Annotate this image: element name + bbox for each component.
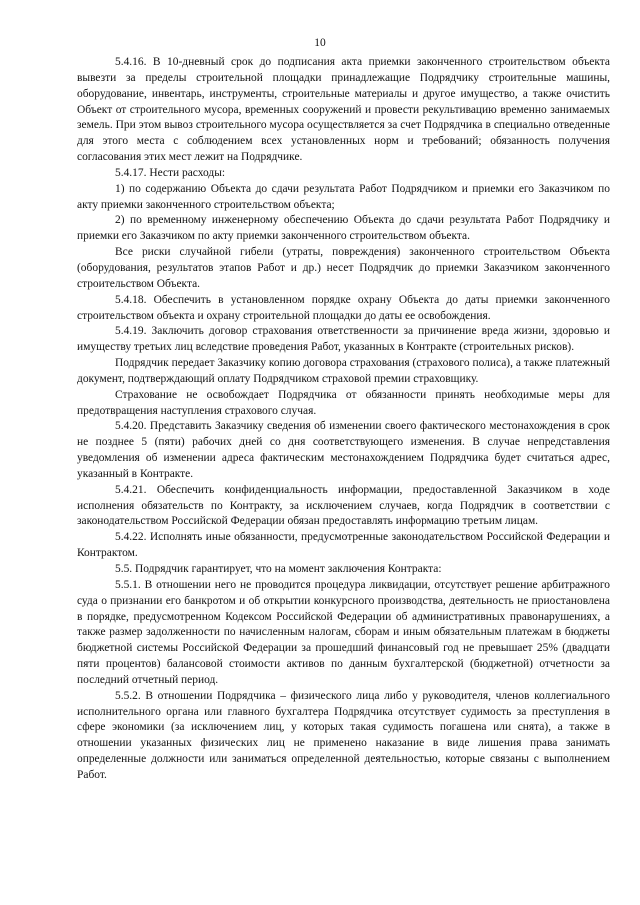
page-number: 10	[314, 37, 326, 49]
paragraph-5-5: 5.5. Подрядчик гарантирует, что на момент заключения Контракта:	[115, 563, 442, 575]
document-body	[77, 55, 610, 784]
paragraph-5-4-22: 5.4.22. Исполнять иные обязанности, предусмотренные законодательством Российской Федерации и Контрактом.	[77, 531, 610, 560]
paragraph-5-4-17: 5.4.17. Нести расходы:	[115, 166, 226, 179]
paragraph-insurance-copy: Подрядчик передает Заказчику копию договора страхования (страхового полиса), а также платежный документ, подтверждающий оплату Подрядчиком страховой премии страховщику.	[77, 357, 610, 385]
paragraph-5-5-1: 5.5.1. В отношении него не проводится процедура ликвидации, отсутствует решение арбитражного суда о признании его банкротом и об открытии конкурсного производства, деятельность не приостановлена в порядке, предусмотренном Кодексом Российской Федерации об административных правонарушениях, а также размер задолженности по начисленным налогам, сборам и иным обязательным платежам в бюджеты бюджетной системы Российской Федерации за прошедший финансовый год не превышает 25% (двадцати пяти процентов) балансовой стоимости активов по данным бухгалтерской (бюджетной) отчетности за последний отчетный период.	[77, 578, 610, 686]
paragraph-risks: Все риски случайной гибели (утраты, повреждения) законченного строительством Объекта (оборудования, результатов этапов Работ и др.) несет Подрядчик до приемки Заказчиком законченного строительством Объекта.	[77, 246, 610, 290]
paragraph-5-4-16: 5.4.16. В 10-дневный срок до подписания акта приемки законченного строительством объекта вывезти за пределы строительной площадки принадлежащие Подрядчику строительные машины, оборудование, инвентарь, инструменты, строительные материалы и другое имущество, а также очистить Объект от строительного мусора, временных сооружений и провести рекультивацию временно занимаемых земель. При этом вывоз строительного мусора осуществляется за счет Подрядчика в специально отведенные для этого места с соблюдением всех установленных норм и требований; обязанность получения согласования этих мест лежит на Подрядчике.	[77, 56, 610, 164]
paragraph-5-4-17-item-2: 2) по временному инженерному обеспечению Объекта до сдачи результата Работ Подрядчику и приемки его Заказчиком по акту приемки законченного строительством объекта.	[77, 214, 610, 243]
paragraph-5-4-20: 5.4.20. Представить Заказчику сведения об изменении своего фактического местонахождения в срок не позднее 5 (пяти) рабочих дней со дня соответствующего изменения. В случае непредставления уведомления об изменении адреса фактическим местонахождением Подрядчика будет считаться адрес, указанный в Контракте.	[77, 420, 610, 480]
paragraph-5-4-18: 5.4.18. Обеспечить в установленном порядке охрану Объекта до даты приемки законченного строительством объекта и охрану строительной площадки до даты ее освобождения.	[77, 293, 610, 322]
paragraph-5-4-19: 5.4.19. Заключить договор страхования ответственности за причинение вреда жизни, здоровью и имуществу третьих лиц вследствие проведения Работ, указанных в Контракте (строительных рисков).	[77, 325, 610, 354]
paragraph-5-4-21: 5.4.21. Обеспечить конфиденциальность информации, предоставленной Заказчиком в ходе исполнения обязательств по Контракту, за исключением случаев, когда Подрядчик в соответствии с законодательством Российской Федерации обязан предоставлять информацию третьим лицам.	[77, 483, 610, 528]
paragraph-5-4-17-item-1: 1) по содержанию Объекта до сдачи результата Работ Подрядчиком и приемки его Заказчиком по акту приемки законченного строительством объекта;	[77, 182, 610, 211]
paragraph-5-5-2: 5.5.2. В отношении Подрядчика – физического лица либо у руководителя, членов коллегиального исполнительного органа или главного бухгалтера Подрядчика отсутствует судимость за преступления в сфере экономики (за исключением лиц, у которых такая судимость погашена или снята), а также в отношении указанных физических лиц не применено наказание в виде лишения права занимать определенные должности или заниматься определенной деятельностью, которые связаны с выполнением Работ.	[77, 689, 610, 781]
paragraph-insurance-obligation: Страхование не освобождает Подрядчика от обязанности принять необходимые меры для предотвращения наступления страхового случая.	[77, 388, 610, 417]
